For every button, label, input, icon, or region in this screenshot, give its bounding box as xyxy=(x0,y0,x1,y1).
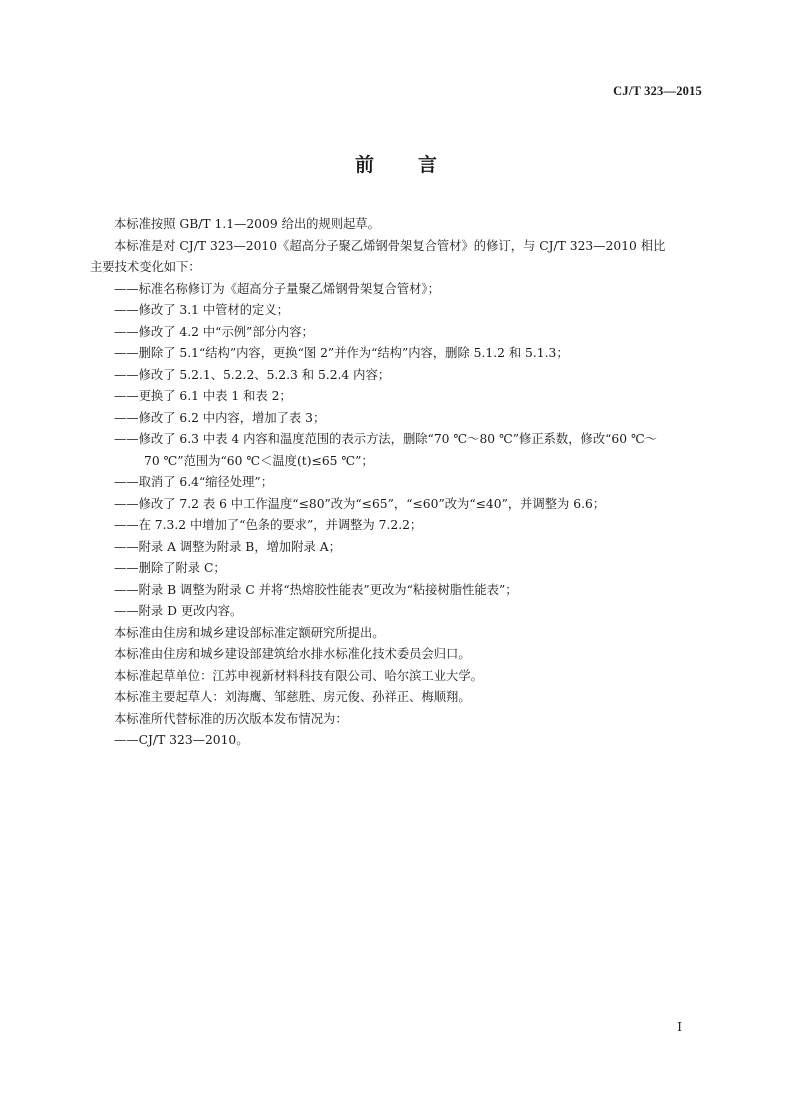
paragraph: 本标准所代替标准的历次版本发布情况为： xyxy=(114,711,348,726)
list-item: ——取消了 6.4“缩径处理”； xyxy=(114,475,274,489)
list-item: ——删除了附录 C； xyxy=(114,561,226,575)
list-item: ——修改了 6.2 中内容，增加了表 3； xyxy=(114,410,326,425)
list-item: ——附录 D 更改内容。 xyxy=(114,604,243,618)
list-item: ——修改了 3.1 中管材的定义； xyxy=(114,303,289,317)
list-item: ——CJ/T 323—2010。 xyxy=(114,733,249,747)
list-item: ——修改了 4.2 中“示例”部分内容； xyxy=(114,324,314,339)
paragraph: 本标准主要起草人：刘海鹰、邹慈胜、房元俊、孙祥正、梅顺翔。 xyxy=(114,690,471,704)
page-number: I xyxy=(677,1020,682,1034)
standard-code: CJ/T 323—2015 xyxy=(613,84,702,98)
paragraph: 本标准按照 GB/T 1.1—2009 给出的规则起草。 xyxy=(114,217,380,231)
list-item: ——更换了 6.1 中表 1 和表 2； xyxy=(114,389,292,403)
paragraph-continuation: 主要技术变化如下： xyxy=(90,260,201,274)
list-item: ——删除了 5.1“结构”内容，更换“图 2”并作为“结构”内容，删除 5.1.2 和 5.1.3； xyxy=(114,346,569,360)
list-item: ——修改了 7.2 表 6 中工作温度“≤80”改为“≤65”，“≤60”改为“≤40”，并调整为 6.6； xyxy=(114,496,606,511)
list-item: ——修改了 5.2.1、5.2.2、5.2.3 和 5.2.4 内容； xyxy=(114,367,391,382)
paragraph: 本标准是对 CJ/T 323—2010《超高分子聚乙烯钢骨架复合管材》的修订，与 CJ/T 323—2010 相比 xyxy=(114,238,666,253)
list-item: ——附录 B 调整为附录 C 并将“热熔胶性能表”更改为“粘接树脂性能表”； xyxy=(114,582,518,597)
list-item-continuation: 70 ℃”范围为“60 ℃＜温度(t)≤65 ℃”； xyxy=(144,453,374,468)
list-item: ——附录 A 调整为附录 B，增加附录 A； xyxy=(114,539,341,554)
paragraph: 本标准由住房和城乡建设部建筑给水排水标准化技术委员会归口。 xyxy=(114,647,471,661)
list-item: ——修改了 6.3 中表 4 内容和温度范围的表示方法，删除“70 ℃～80 ℃”修正系数，修改“60 ℃～ xyxy=(114,432,658,446)
foreword-body xyxy=(90,214,702,752)
paragraph: 本标准起草单位：江苏申视新材料科技有限公司、哈尔滨工业大学。 xyxy=(114,668,483,683)
list-item: ——标准名称修订为《超高分子量聚乙烯钢骨架复合管材》； xyxy=(114,281,440,296)
paragraph: 本标准由住房和城乡建设部标准定额研究所提出。 xyxy=(114,625,385,640)
list-item: ——在 7.3.2 中增加了“色条的要求”，并调整为 7.2.2； xyxy=(114,518,423,532)
page-title: 前言 xyxy=(354,154,481,176)
